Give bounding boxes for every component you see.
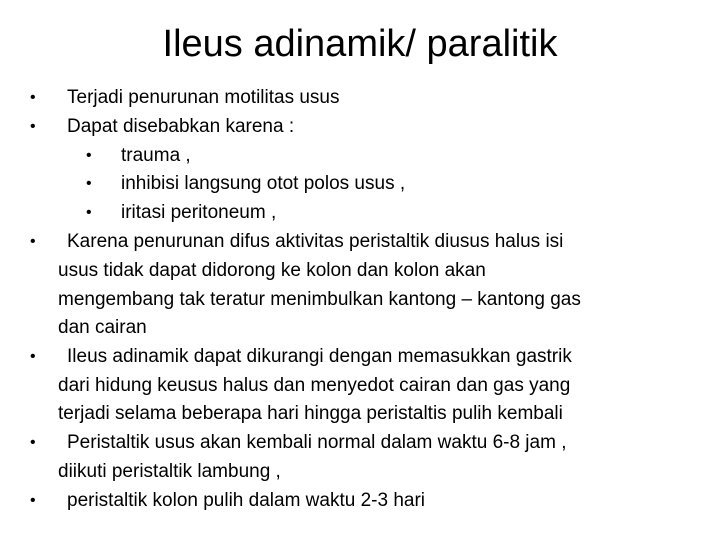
bullet-text: Dapat disebabkan karena :: [67, 116, 295, 137]
bullet-text-line: dari hidung keusus halus dan menyedot cairan dan gas yang: [58, 375, 571, 396]
sub-bullet-text: trauma ,: [121, 145, 191, 166]
sub-bullet-icon: •: [86, 175, 92, 192]
bullet-text-line: Karena penurunan difus aktivitas peristaltik diusus halus isi: [67, 231, 564, 252]
sub-bullet-text: inhibisi langsung otot polos usus ,: [121, 173, 406, 194]
bullet-text-line: usus tidak dapat didorong ke kolon dan kolon akan: [58, 260, 486, 281]
bullet-text-line: terjadi selama beberapa hari hingga peristaltis pulih kembali: [58, 403, 563, 424]
sub-bullet-icon: •: [86, 147, 92, 164]
bullet-text-line: Peristaltik usus akan kembali normal dalam waktu 6-8 jam ,: [67, 432, 567, 453]
slide-title: Ileus adinamik/ paralitik: [162, 23, 558, 65]
bullet-text-line: dan cairan: [58, 317, 147, 338]
bullet-icon: •: [30, 89, 36, 106]
bullet-icon: •: [30, 434, 36, 451]
bullet-text-line: diikuti peristaltik lambung ,: [58, 461, 281, 482]
sub-bullet-text: iritasi peritoneum ,: [121, 202, 277, 223]
bullet-icon: •: [30, 118, 36, 135]
bullet-icon: •: [30, 492, 36, 509]
sub-bullet-icon: •: [86, 204, 92, 221]
bullet-icon: •: [30, 233, 36, 250]
bullet-text-line: Ileus adinamik dapat dikurangi dengan memasukkan gastrik: [67, 346, 572, 367]
bullet-text: peristaltik kolon pulih dalam waktu 2-3 hari: [67, 490, 426, 511]
bullet-icon: •: [30, 348, 36, 365]
bullet-text: Terjadi penurunan motilitas usus: [67, 87, 340, 108]
bullet-text-line: mengembang tak teratur menimbulkan kantong – kantong gas: [58, 289, 581, 310]
